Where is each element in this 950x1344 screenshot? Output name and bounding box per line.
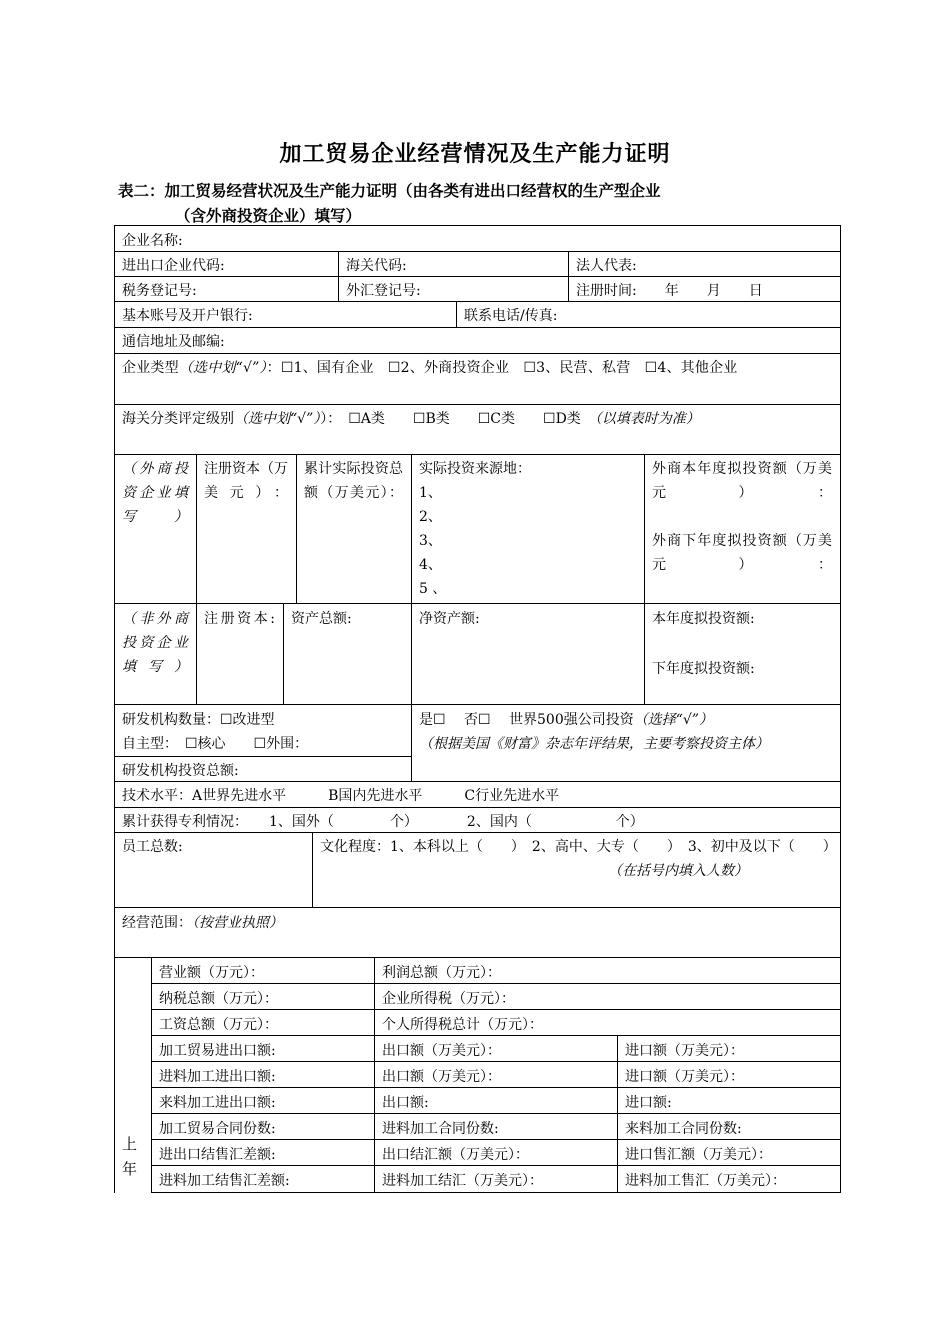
- foreign-reg-capital-field[interactable]: 注册资本（万美元）：: [204, 461, 288, 501]
- year-label: 上年: [122, 1135, 138, 1178]
- ip-contracts-field[interactable]: 进料加工合同份数:: [382, 1121, 499, 1137]
- tech-level-field[interactable]: 技术水平：A世界先进水平 B国内先进水平 C行业先进水平: [122, 788, 560, 804]
- ie-code-field[interactable]: 进出口企业代码:: [122, 258, 225, 274]
- ip-fx-balance-field[interactable]: 进料加工结售汇差额:: [159, 1173, 290, 1189]
- ip-settle-field[interactable]: 进料加工结汇（万美元）：: [382, 1173, 543, 1189]
- subtitle-line-2: （含外商投资企业）填写）: [175, 206, 362, 225]
- personal-income-tax-field[interactable]: 个人所得税总计（万元）：: [382, 1017, 543, 1033]
- cp-import-field[interactable]: 进口额:: [625, 1095, 672, 1111]
- tax-total-field[interactable]: 纳税总额（万元）：: [159, 991, 278, 1007]
- pt-import-field[interactable]: 进口额（万美元）：: [625, 1043, 744, 1059]
- education-field[interactable]: 文化程度：1、本科以上（ ） 2、高中、大专（ ） 3、初中及以下（ ） （在括号内填入人数）: [320, 839, 837, 879]
- rd-invest-field[interactable]: 研发机构投资总额:: [122, 763, 239, 779]
- pt-export-field[interactable]: 出口额（万美元）：: [382, 1043, 501, 1059]
- fx-reg-field[interactable]: 外汇登记号:: [346, 283, 421, 299]
- cp-contracts-field[interactable]: 来料加工合同份数:: [625, 1121, 742, 1137]
- export-settle-field[interactable]: 出口结汇额（万美元）：: [382, 1147, 529, 1163]
- revenue-field[interactable]: 营业额（万元）：: [159, 965, 264, 981]
- business-scope-field[interactable]: 经营范围：（按营业执照）: [122, 915, 283, 931]
- ip-import-field[interactable]: 进口额（万美元）：: [625, 1069, 744, 1085]
- pt-contracts-field[interactable]: 加工贸易合同份数:: [159, 1121, 276, 1137]
- tax-reg-field[interactable]: 税务登记号:: [122, 283, 197, 299]
- cp-export-field[interactable]: 出口额:: [382, 1095, 429, 1111]
- source-item: 4、: [419, 557, 442, 573]
- foreign-plan-invest-field[interactable]: 外商本年度拟投资额（万美元）： 外商下年度拟投资额（万美元）：: [652, 461, 832, 573]
- company-name-field[interactable]: 企业名称:: [122, 233, 183, 249]
- domestic-label: （非外商投资企业填写）: [122, 611, 188, 675]
- legal-rep-field[interactable]: 法人代表:: [576, 258, 637, 274]
- domestic-reg-capital-field[interactable]: 注册资本:: [204, 611, 275, 627]
- ip-export-field[interactable]: 出口额（万美元）：: [382, 1069, 501, 1085]
- wage-total-field[interactable]: 工资总额（万元）：: [159, 1017, 278, 1033]
- source-item: 3、: [419, 533, 442, 549]
- rd-field[interactable]: 研发机构数量：☐改进型 自主型： ☐核心 ☐外围：: [122, 712, 309, 752]
- reg-time-field[interactable]: 注册时间: 年 月 日: [576, 283, 763, 299]
- assets-field[interactable]: 资产总额:: [291, 611, 352, 627]
- enterprise-type-field[interactable]: 企业类型（选中划“√”）：☐1、国有企业 ☐2、外商投资企业 ☐3、民营、私营 ☐4、其他企业: [122, 360, 738, 376]
- source-item: 2、: [419, 509, 442, 525]
- pt-ie-field[interactable]: 加工贸易进出口额:: [159, 1043, 276, 1059]
- domestic-plan-invest-field[interactable]: 本年度拟投资额: 下年度拟投资额:: [652, 611, 755, 677]
- profit-field[interactable]: 利润总额（万元）：: [382, 965, 501, 981]
- fx-balance-field[interactable]: 进出口结售汇差额:: [159, 1147, 276, 1163]
- import-purchase-field[interactable]: 进口售汇额（万美元）：: [625, 1147, 772, 1163]
- corp-income-tax-field[interactable]: 企业所得税（万元）：: [382, 991, 515, 1007]
- patent-field[interactable]: 累计获得专利情况： 1、国外（ 个） 2、国内（ 个）: [122, 814, 644, 830]
- customs-class-field[interactable]: 海关分类评定级别（选中划“√”））： ☐A类 ☐B类 ☐C类 ☐D类 （以填表时为准）: [122, 411, 700, 427]
- staff-total-field[interactable]: 员工总数:: [122, 839, 183, 855]
- page-title: 加工贸易企业经营情况及生产能力证明: [279, 141, 671, 167]
- source-item: 1、: [419, 485, 442, 501]
- ip-ie-field[interactable]: 进料加工进出口额:: [159, 1069, 276, 1085]
- foreign-label: （外商投资企业填写）: [122, 461, 188, 525]
- ip-purchase-field[interactable]: 进料加工售汇（万美元）：: [625, 1173, 786, 1189]
- foreign-total-invest-field[interactable]: 累计实际投资总额（万美元）：: [304, 461, 403, 501]
- fortune500-field[interactable]: 是☐ 否☐ 世界500强公司投资（选择“√”） （根据美国《财富》杂志年评结果，主要考察投资主体）: [419, 712, 769, 752]
- customs-code-field[interactable]: 海关代码:: [346, 258, 407, 274]
- subtitle-line-1: 表二：加工贸易经营状况及生产能力证明（由各类有进出口经营权的生产型企业: [118, 181, 661, 200]
- bank-field[interactable]: 基本账号及开户银行:: [122, 308, 253, 324]
- source-item: 5 、: [419, 581, 447, 597]
- address-field[interactable]: 通信地址及邮编:: [122, 334, 225, 350]
- cp-ie-field[interactable]: 来料加工进出口额:: [159, 1095, 276, 1111]
- net-assets-field[interactable]: 净资产额:: [419, 611, 480, 627]
- phone-field[interactable]: 联系电话/传真:: [464, 308, 558, 324]
- invest-source-field[interactable]: 实际投资来源地： 1、 2、 3、 4、 5 、: [413, 454, 642, 602]
